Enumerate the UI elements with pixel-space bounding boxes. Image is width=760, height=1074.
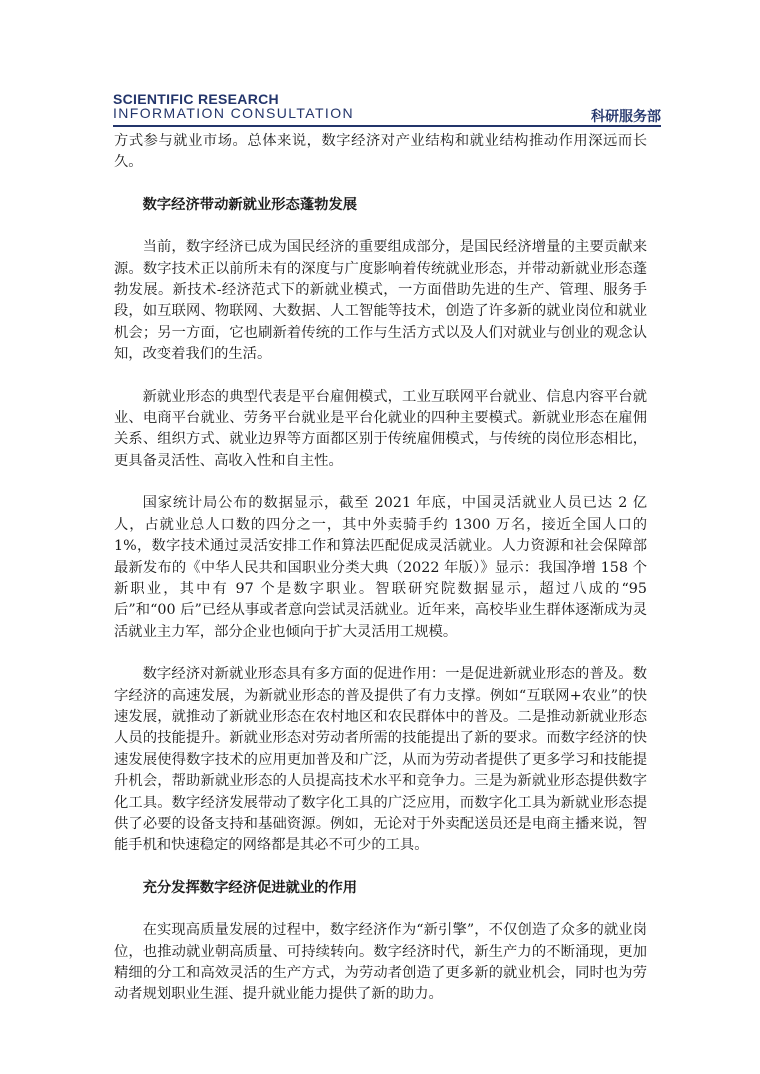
- paragraph-gap: [114, 643, 647, 664]
- paragraph-gap: [114, 174, 647, 195]
- paragraph-continued: 方式参与就业市场。总体来说，数字经济对产业结构和就业结构推动作用深远而长久。: [114, 133, 647, 171]
- page-header: [113, 92, 661, 128]
- paragraph: 当前，数字经济已成为国民经济的重要组成部分，是国民经济增量的主要贡献来源。数字技术正以前所未有的深度与广度影响着传统就业形态，并带动新就业形态蓬勃发展。新技术-经济范式下的新就业模式，一方面借助先进的生产、管理、服务手段，如互联网、物联网、大数据、人工智能等技术，创造了许多新的就业岗位和就业机会；另一方面，它也刷新着传统的工作与生活方式以及人们对就业与创业的观念认知，改变着我们的生活。: [114, 239, 647, 363]
- header-divider: [113, 125, 661, 127]
- paragraph: 在实现高质量发展的过程中，数字经济作为“新引擎”，不仅创造了众多的就业岗位，也推动就业朝高质量、可持续转向。数字经济时代，新生产力的不断涌现，更加精细的分工和高效灵活的生产方式，为劳动者创造了更多新的就业机会，同时也为劳动者规划职业生涯、提升就业能力提供了新的助力。: [114, 922, 647, 1003]
- paragraph: 新就业形态的典型代表是平台雇佣模式，工业互联网平台就业、信息内容平台就业、电商平台就业、劳务平台就业是平台化就业的四种主要模式。新就业形态在雇佣关系、组织方式、就业边界等方面都区别于传统雇佣模式，与传统的岗位形态相比，更具备灵活性、高收入性和自主性。: [114, 388, 647, 469]
- section-heading-new-employment-forms: 数字经济带动新就业形态蓬勃发展: [142, 196, 358, 213]
- paragraph-gap: [114, 472, 647, 493]
- brand-logo: [113, 92, 354, 121]
- department-label: 科研服务部: [591, 109, 661, 125]
- paragraph-gap: [114, 366, 647, 387]
- paragraph: 国家统计局公布的数据显示，截至 2021 年底，中国灵活就业人员已达 2 亿人，占就业总人口数的四分之一，其中外卖骑手约 1300 万名，接近全国人口的 1%，数字技术通过灵活安排工作和算法匹配促成灵活就业。人力资源和社会保障部最新发布的《中华人民共和国职业分类大典（2022 年版）》显示：我国净增 158 个新职业，其中有 97 个是数字职业。智联研究院数据显示，超过八成的“95 后”和“00 后”已经从事或者意向尝试灵活就业。近年来，高校毕业生群体逐渐成为灵活就业主力军，部分企业也倾向于扩大灵活用工规模。: [114, 495, 647, 640]
- paragraph-gap: [114, 899, 647, 920]
- paragraph: 数字经济对新就业形态具有多方面的促进作用：一是促进新就业形态的普及。数字经济的高速发展，为新就业形态的普及提供了有力支撑。例如“互联网+农业”的快速发展，就推动了新就业形态在农村地区和农民群体中的普及。二是推动新就业形态人员的技能提升。新就业形态对劳动者所需的技能提出了新的要求。而数字经济的快速发展使得数字技术的应用更加普及和广泛，从而为劳动者提供了更多学习和技能提升机会，帮助新就业形态的人员提高技术水平和竞争力。三是为新就业形态提供数字化工具。数字经济发展带动了数字化工具的广泛应用，而数字化工具为新就业形态提供了必要的设备支持和基础资源。例如，无论对于外卖配送员还是电商主播来说，智能手机和快速稳定的网络都是其必不可少的工具。: [114, 666, 647, 854]
- paragraph-gap: [114, 857, 647, 878]
- brand-line-2: INFORMATION CONSULTATION: [113, 105, 355, 121]
- paragraph-gap: [114, 216, 647, 237]
- section-heading-promote-employment: 充分发挥数字经济促进就业的作用: [142, 879, 358, 896]
- article-body: [114, 131, 647, 1006]
- brand-line-1: SCIENTIFIC RESEARCH: [113, 91, 279, 107]
